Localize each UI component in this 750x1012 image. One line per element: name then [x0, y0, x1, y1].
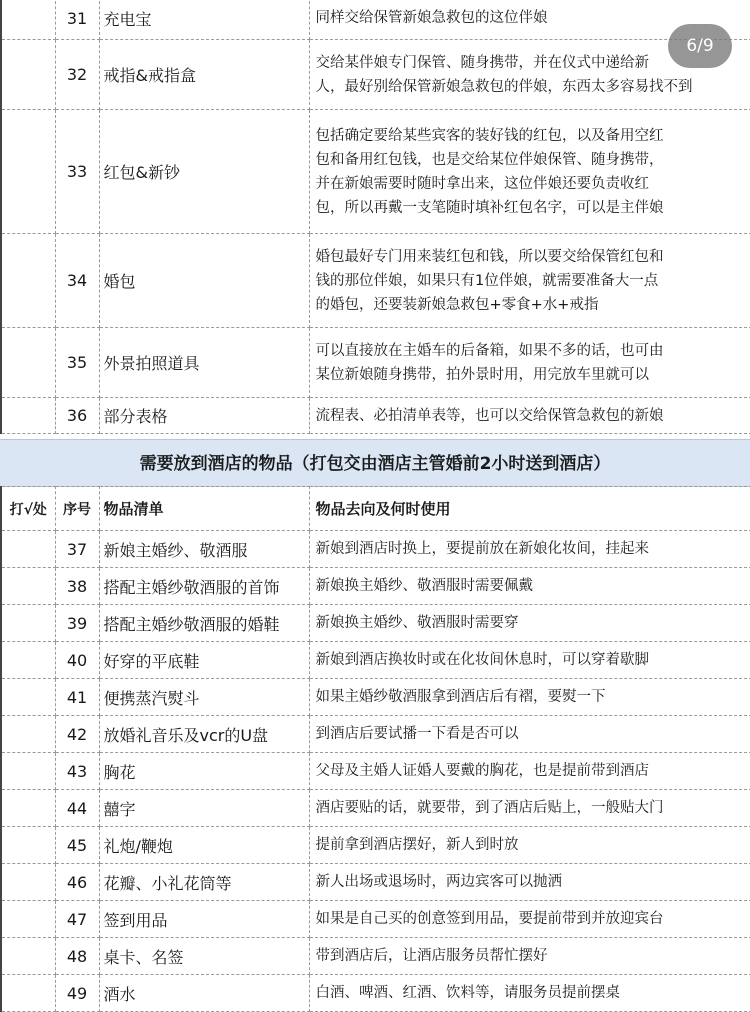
description-line: 包和备用红包钱，也是交给某位伴娘保管、随身携带，: [315, 151, 664, 168]
row-number: 49: [55, 975, 99, 1012]
item-description: 如果是自己买的创意签到用品，要提前带到并放迎宾台: [309, 901, 750, 938]
item-name: 充电宝: [99, 0, 309, 40]
row-number: 41: [55, 679, 99, 716]
table-row: [1, 605, 750, 642]
item-name: 便携蒸汽熨斗: [99, 679, 309, 716]
item-name: 放婚礼音乐及vcr的U盘: [99, 716, 309, 753]
table-row: [1, 827, 750, 864]
check-cell: [1, 605, 55, 642]
row-number: 34: [55, 234, 99, 328]
table-row: [1, 975, 750, 1012]
table-row: [1, 328, 750, 398]
check-cell: [1, 0, 55, 40]
header-number: 序号: [55, 487, 99, 531]
item-description: 新娘换主婚纱、敬酒服时需要穿: [309, 605, 750, 642]
item-name: 签到用品: [99, 901, 309, 938]
row-number: 39: [55, 605, 99, 642]
table-row: [1, 110, 750, 234]
check-cell: [1, 398, 55, 434]
upper-checklist-body: [1, 0, 750, 434]
item-description: [309, 398, 750, 434]
row-number: 44: [55, 790, 99, 827]
table-row: [1, 40, 750, 110]
item-description: 到酒店后要试播一下看是否可以: [309, 716, 750, 753]
table-row: [1, 716, 750, 753]
description-line: 并在新娘需要时随时拿出来，这位伴娘还要负责收红: [315, 175, 649, 192]
item-description: 新娘到酒店换妆时或在化妆间休息时，可以穿着歇脚: [309, 642, 750, 679]
row-number: 43: [55, 753, 99, 790]
description-line: 包，所以再戴一支笔随时填补红包名字，可以是主伴娘: [315, 199, 664, 216]
check-cell: [1, 753, 55, 790]
item-name: 胸花: [99, 753, 309, 790]
hotel-items-table: [0, 486, 750, 1012]
check-cell: [1, 40, 55, 110]
description-line: 某位新娘随身携带，拍外景时用，用完放车里就可以: [315, 366, 649, 383]
check-cell: [1, 827, 55, 864]
item-description: [309, 110, 750, 234]
check-cell: [1, 716, 55, 753]
check-cell: [1, 328, 55, 398]
check-cell: [1, 531, 55, 568]
header-check: 打√处: [1, 487, 55, 531]
item-name: 婚包: [99, 234, 309, 328]
item-description: 白酒、啤酒、红酒、饮料等，请服务员提前摆桌: [309, 975, 750, 1012]
section-title: 需要放到酒店的物品（打包交由酒店主管婚前2小时送到酒店）: [0, 439, 750, 487]
check-cell: [1, 790, 55, 827]
check-cell: [1, 901, 55, 938]
table-row: [1, 864, 750, 901]
item-name: 新娘主婚纱、敬酒服: [99, 531, 309, 568]
check-cell: [1, 938, 55, 975]
row-number: 40: [55, 642, 99, 679]
table-header-row: [1, 487, 750, 531]
table-row: [1, 568, 750, 605]
row-number: 32: [55, 40, 99, 110]
item-name: 礼炮/鞭炮: [99, 827, 309, 864]
table-row: [1, 790, 750, 827]
row-number: 42: [55, 716, 99, 753]
row-number: 37: [55, 531, 99, 568]
upper-checklist-table: [0, 0, 750, 434]
item-name: 囍字: [99, 790, 309, 827]
item-name: 外景拍照道具: [99, 328, 309, 398]
check-cell: [1, 110, 55, 234]
table-row: [1, 753, 750, 790]
table-row: [1, 642, 750, 679]
item-name: 好穿的平底鞋: [99, 642, 309, 679]
item-name: 部分表格: [99, 398, 309, 434]
item-description: 新娘换主婚纱、敬酒服时需要佩戴: [309, 568, 750, 605]
description-line: 包括确定要给某些宾客的装好钱的红包，以及备用空红: [315, 127, 664, 144]
item-description: 新人出场或退场时，两边宾客可以抛洒: [309, 864, 750, 901]
item-description: 酒店要贴的话，就要带，到了酒店后贴上，一般贴大门: [309, 790, 750, 827]
item-description: 如果主婚纱敬酒服拿到酒店后有褶，要熨一下: [309, 679, 750, 716]
check-cell: [1, 864, 55, 901]
description-line: 的婚包，还要装新娘急救包+零食+水+戒指: [315, 296, 599, 313]
table-row: [1, 234, 750, 328]
item-name: 戒指&戒指盒: [99, 40, 309, 110]
header-destination: 物品去向及何时使用: [309, 487, 750, 531]
item-name: 酒水: [99, 975, 309, 1012]
item-description: 带到酒店后，让酒店服务员帮忙摆好: [309, 938, 750, 975]
item-name: 桌卡、名签: [99, 938, 309, 975]
check-cell: [1, 642, 55, 679]
check-cell: [1, 568, 55, 605]
row-number: 38: [55, 568, 99, 605]
description-line: 同样交给保管新娘急救包的这位伴娘: [315, 10, 548, 26]
row-number: 47: [55, 901, 99, 938]
row-number: 31: [55, 0, 99, 40]
table-row: [1, 938, 750, 975]
item-description: 父母及主婚人证婚人要戴的胸花，也是提前带到酒店: [309, 753, 750, 790]
item-description: [309, 328, 750, 398]
row-number: 45: [55, 827, 99, 864]
table-row: [1, 0, 750, 40]
row-number: 35: [55, 328, 99, 398]
description-line: 流程表、必拍清单表等，也可以交给保管急救包的新娘: [315, 407, 664, 424]
description-line: 交给某伴娘专门保管、随身携带，并在仪式中递给新: [315, 54, 649, 71]
item-name: 搭配主婚纱敬酒服的婚鞋: [99, 605, 309, 642]
table-row: [1, 679, 750, 716]
item-description: [309, 234, 750, 328]
row-number: 46: [55, 864, 99, 901]
description-line: 人，最好别给保管新娘急救包的伴娘，东西太多容易找不到: [315, 78, 693, 95]
table-row: [1, 531, 750, 568]
description-line: 婚包最好专门用来装红包和钱，所以要交给保管红包和: [315, 248, 664, 265]
description-line: 可以直接放在主婚车的后备箱，如果不多的话，也可由: [315, 342, 664, 359]
table-row: [1, 901, 750, 938]
page-indicator: 6/9: [668, 24, 732, 68]
item-name: 红包&新钞: [99, 110, 309, 234]
table-row: [1, 398, 750, 434]
header-item: 物品清单: [99, 487, 309, 531]
row-number: 48: [55, 938, 99, 975]
check-cell: [1, 975, 55, 1012]
item-description: 新娘到酒店时换上，要提前放在新娘化妆间，挂起来: [309, 531, 750, 568]
item-name: 搭配主婚纱敬酒服的首饰: [99, 568, 309, 605]
hotel-items-body: [1, 487, 750, 1012]
item-name: 花瓣、小礼花筒等: [99, 864, 309, 901]
check-cell: [1, 679, 55, 716]
item-description: 提前拿到酒店摆好，新人到时放: [309, 827, 750, 864]
description-line: 钱的那位伴娘，如果只有1位伴娘，就需要准备大一点: [315, 272, 659, 289]
row-number: 33: [55, 110, 99, 234]
check-cell: [1, 234, 55, 328]
row-number: 36: [55, 398, 99, 434]
